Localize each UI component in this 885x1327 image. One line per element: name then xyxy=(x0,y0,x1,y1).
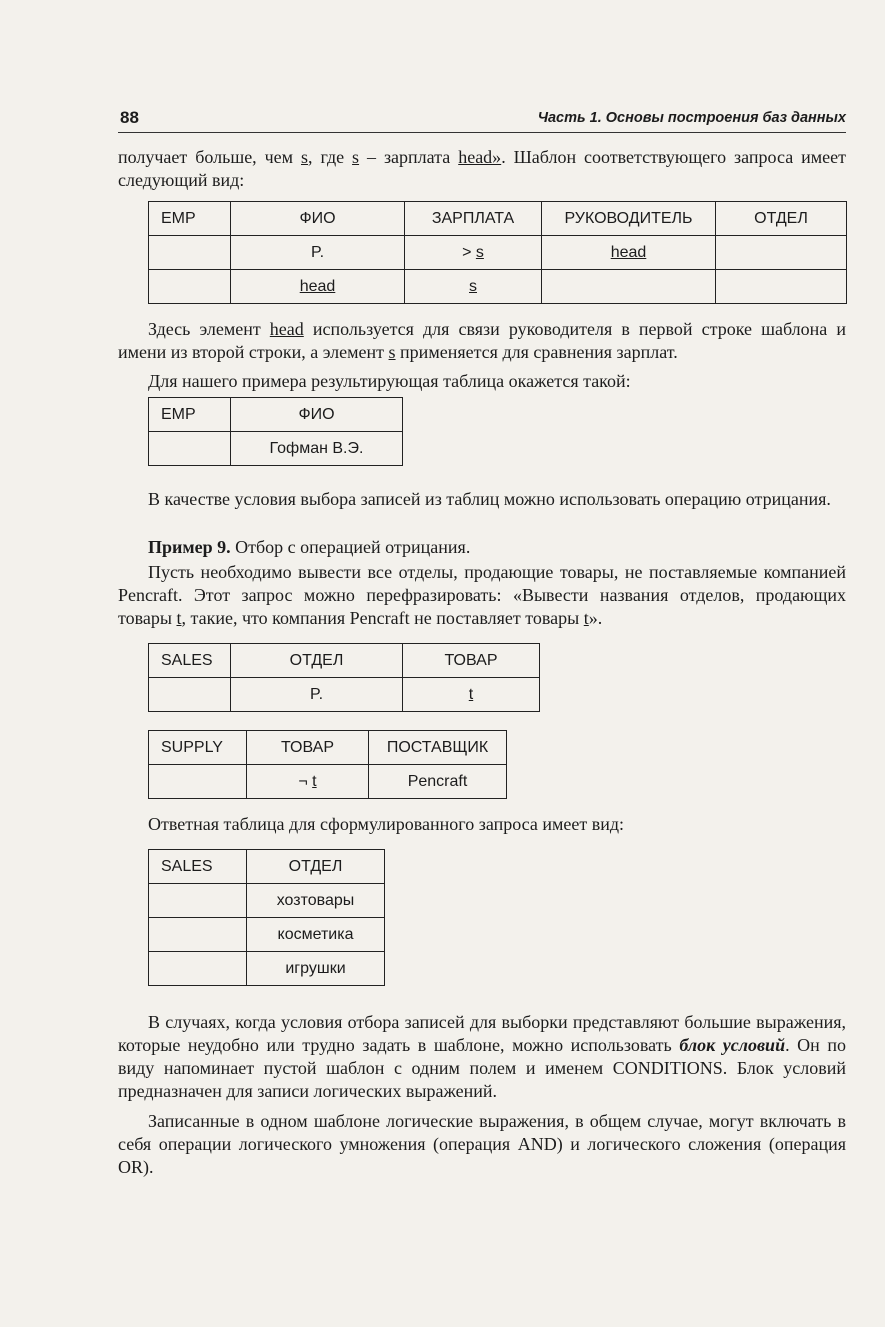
table-cell: > s xyxy=(405,236,542,270)
table-header-row xyxy=(149,398,403,432)
column-header: ОТДЕЛ xyxy=(716,202,847,236)
table-header-row xyxy=(149,644,540,678)
column-header: РУКОВОДИТЕЛЬ xyxy=(542,202,716,236)
table-row xyxy=(149,432,403,466)
table-cell xyxy=(149,952,247,986)
column-header: ФИО xyxy=(231,202,405,236)
table-cell: Pencraft xyxy=(369,765,507,799)
query-template-emp xyxy=(148,201,847,304)
table-cell: игрушки xyxy=(247,952,385,986)
table-name-cell: SALES xyxy=(149,644,231,678)
table-cell: Гофман В.Э. xyxy=(231,432,403,466)
table-cell xyxy=(716,236,847,270)
column-header: ТОВАР xyxy=(247,731,369,765)
table-name-cell: EMP xyxy=(149,398,231,432)
column-header: ПОСТАВЩИК xyxy=(369,731,507,765)
column-header: ФИО xyxy=(231,398,403,432)
paragraph-explanation: Здесь элемент head используется для связи руководителя в первой строке шаблона и имени из второй строки, а элемент s применяется для сравнения зарплат. xyxy=(118,319,846,362)
table-cell xyxy=(149,432,231,466)
table-cell: ¬ t xyxy=(247,765,369,799)
table-row xyxy=(149,236,847,270)
table-cell xyxy=(716,270,847,304)
table-row xyxy=(149,765,507,799)
table-cell: P. xyxy=(231,678,403,712)
paragraph-logical-expressions: Записанные в одном шаблоне логические выражения, в общем случае, могут включать в себя операции логического умножения (операция AND) и логического сложения (операция OR). xyxy=(118,1111,846,1177)
paragraph-example-description: Пусть необходимо вывести все отделы, продающие товары, не поставляемые компанией Pencraft. Этот запрос можно перефразировать: «Вывести названия отделов, продающих товары t, такие, что компания Pencraft не поставляет товары t». xyxy=(118,562,846,628)
query-template-supply xyxy=(148,730,507,799)
table-cell xyxy=(149,678,231,712)
table-cell xyxy=(149,884,247,918)
column-header: ТОВАР xyxy=(403,644,540,678)
paragraph-negation: В качестве условия выбора записей из таблиц можно использовать операцию отрицания. xyxy=(148,489,831,509)
paragraph-answer-intro: Ответная таблица для сформулированного запроса имеет вид: xyxy=(148,814,625,834)
table-header-row xyxy=(149,202,847,236)
table-row xyxy=(149,918,385,952)
table-cell xyxy=(149,270,231,304)
example-heading: Пример 9. Отбор с операцией отрицания. xyxy=(148,537,471,557)
table-cell xyxy=(149,765,247,799)
table-cell: head xyxy=(231,270,405,304)
table-header-row xyxy=(149,731,507,765)
table-row xyxy=(149,270,847,304)
table-cell: косметика xyxy=(247,918,385,952)
query-template-sales xyxy=(148,643,540,712)
table-cell xyxy=(149,918,247,952)
table-header-row xyxy=(149,850,385,884)
paragraph-conditions-block: В случаях, когда условия отбора записей для выборки представляют большие выражения, которые неудобно или трудно задать в шаблоне, можно использовать блок условий. Он по виду напоминает пустой шаблон с одним полем и именем CONDITIONS. Блок условий предназначен для записи логических выражений. xyxy=(118,1012,846,1101)
column-header: ЗАРПЛАТА xyxy=(405,202,542,236)
table-cell xyxy=(149,236,231,270)
table-row xyxy=(149,678,540,712)
paragraph-result-intro: Для нашего примера результирующая таблица окажется такой: xyxy=(148,371,631,391)
table-name-cell: SALES xyxy=(149,850,247,884)
table-cell: head xyxy=(542,236,716,270)
result-table-sales xyxy=(148,849,385,986)
table-name-cell: SUPPLY xyxy=(149,731,247,765)
table-cell: t xyxy=(403,678,540,712)
paragraph-intro: получает больше, чем s, где s – зарплата head». Шаблон соответствующего запроса имеет следующий вид: xyxy=(118,147,846,190)
page-header xyxy=(118,106,846,133)
table-cell xyxy=(542,270,716,304)
table-cell: s xyxy=(405,270,542,304)
table-cell: P. xyxy=(231,236,405,270)
table-row xyxy=(149,952,385,986)
result-table-emp xyxy=(148,397,403,466)
column-header: ОТДЕЛ xyxy=(231,644,403,678)
table-cell: хозтовары xyxy=(247,884,385,918)
page-number: 88 xyxy=(120,108,139,127)
table-row xyxy=(149,884,385,918)
running-head: Часть 1. Основы построения баз данных xyxy=(537,110,846,126)
column-header: ОТДЕЛ xyxy=(247,850,385,884)
table-name-cell: EMP xyxy=(149,202,231,236)
